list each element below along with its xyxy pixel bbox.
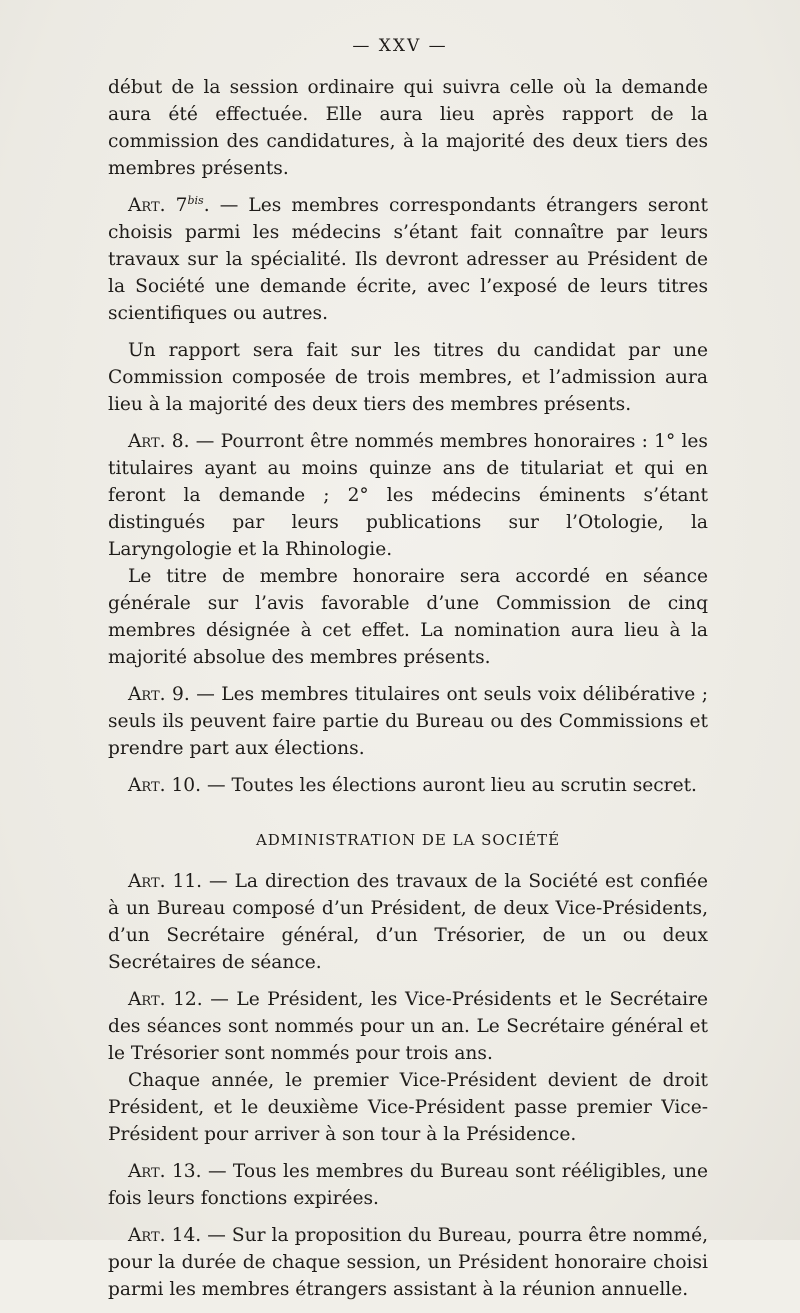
article-13-text: — Tous les membres du Bureau sont rééligibles, une fois leurs fonctions expirées. xyxy=(108,1161,708,1209)
article-12-label: Art. 12. xyxy=(128,989,203,1010)
article-8-label: Art. 8. xyxy=(128,431,190,452)
article-10-text: — Toutes les élections auront lieu au scrutin secret. xyxy=(201,775,697,796)
article-11 xyxy=(108,868,708,976)
article-14-text: — Sur la proposition du Bureau, pourra être nommé, pour la durée de chaque session, un Président honoraire choisi parmi les membres étrangers assistant à la réunion annuelle. xyxy=(108,1225,708,1300)
article-9 xyxy=(108,681,708,762)
article-14-label: Art. 14. xyxy=(128,1225,202,1246)
continued-paragraph: début de la session ordinaire qui suivra celle où la demande aura été effectuée. Elle aura lieu après rapport de la commission des candidatures, à la majorité des deux tiers des membres présents. xyxy=(108,77,708,179)
article-7-label: Art. 7 xyxy=(128,195,188,216)
article-8-text: — Pourront être nommés membres honoraires : 1° les titulaires ayant au moins quinze ans de titulariat et qui en feront la demande ; 2° les médecins éminents s’étant distingués par leurs publications sur l’Otologie, la Laryngologie et la Rhinologie. xyxy=(108,431,708,560)
article-7 xyxy=(108,192,708,327)
article-8-continuation: Le titre de membre honoraire sera accordé en séance générale sur l’avis favorable d’une Commission de cinq membres désignée à cet effet. La nomination aura lieu à la majorité absolue des membres présents. xyxy=(108,566,708,668)
body-text xyxy=(108,74,708,1313)
article-12-text: — Le Président, les Vice-Présidents et le Secrétaire des séances sont nommés pour un an. Le Secrétaire général et le Trésorier sont nommés pour trois ans. xyxy=(108,989,708,1064)
article-10 xyxy=(108,772,708,799)
article-7-continuation: Un rapport sera fait sur les titres du candidat par une Commission composée de trois membres, et l’admission aura lieu à la majorité des deux tiers des membres présents. xyxy=(108,340,708,415)
section-title: ADMINISTRATION DE LA SOCIÉTÉ xyxy=(255,831,561,849)
article-11-text: — La direction des travaux de la Société est confiée à un Bureau composé d’un Président, de deux Vice-Présidents, d’un Secrétaire général, d’un Trésorier, de un ou deux Secrétaires de séance. xyxy=(108,871,708,973)
article-13-label: Art. 13. xyxy=(128,1161,202,1182)
article-13 xyxy=(108,1158,708,1212)
article-12 xyxy=(108,986,708,1067)
page-number-header: — XXV — xyxy=(352,36,448,56)
article-9-text: — Les membres titulaires ont seuls voix délibérative ; seuls ils peuvent faire partie du Bureau ou des Commissions et prendre part aux élections. xyxy=(108,684,708,759)
article-7-superscript: bis xyxy=(187,193,204,207)
article-10-label: Art. 10. xyxy=(128,775,202,796)
article-11-label: Art. 11. xyxy=(128,871,203,892)
article-8 xyxy=(108,428,708,563)
article-14 xyxy=(108,1222,708,1303)
article-9-label: Art. 9. xyxy=(128,684,190,705)
article-12-continuation: Chaque année, le premier Vice-Président devient de droit Président, et le deuxième Vice-Président passe premier Vice-Président pour arriver à son tour à la Présidence. xyxy=(108,1070,708,1145)
article-7-text: . — Les membres correspondants étrangers seront choisis parmi les médecins s’étant fait connaître par leurs travaux sur la spécialité. Ils devront adresser au Président de la Société une demande écrite, avec l’exposé de leurs titres scientifiques ou autres. xyxy=(108,195,709,324)
